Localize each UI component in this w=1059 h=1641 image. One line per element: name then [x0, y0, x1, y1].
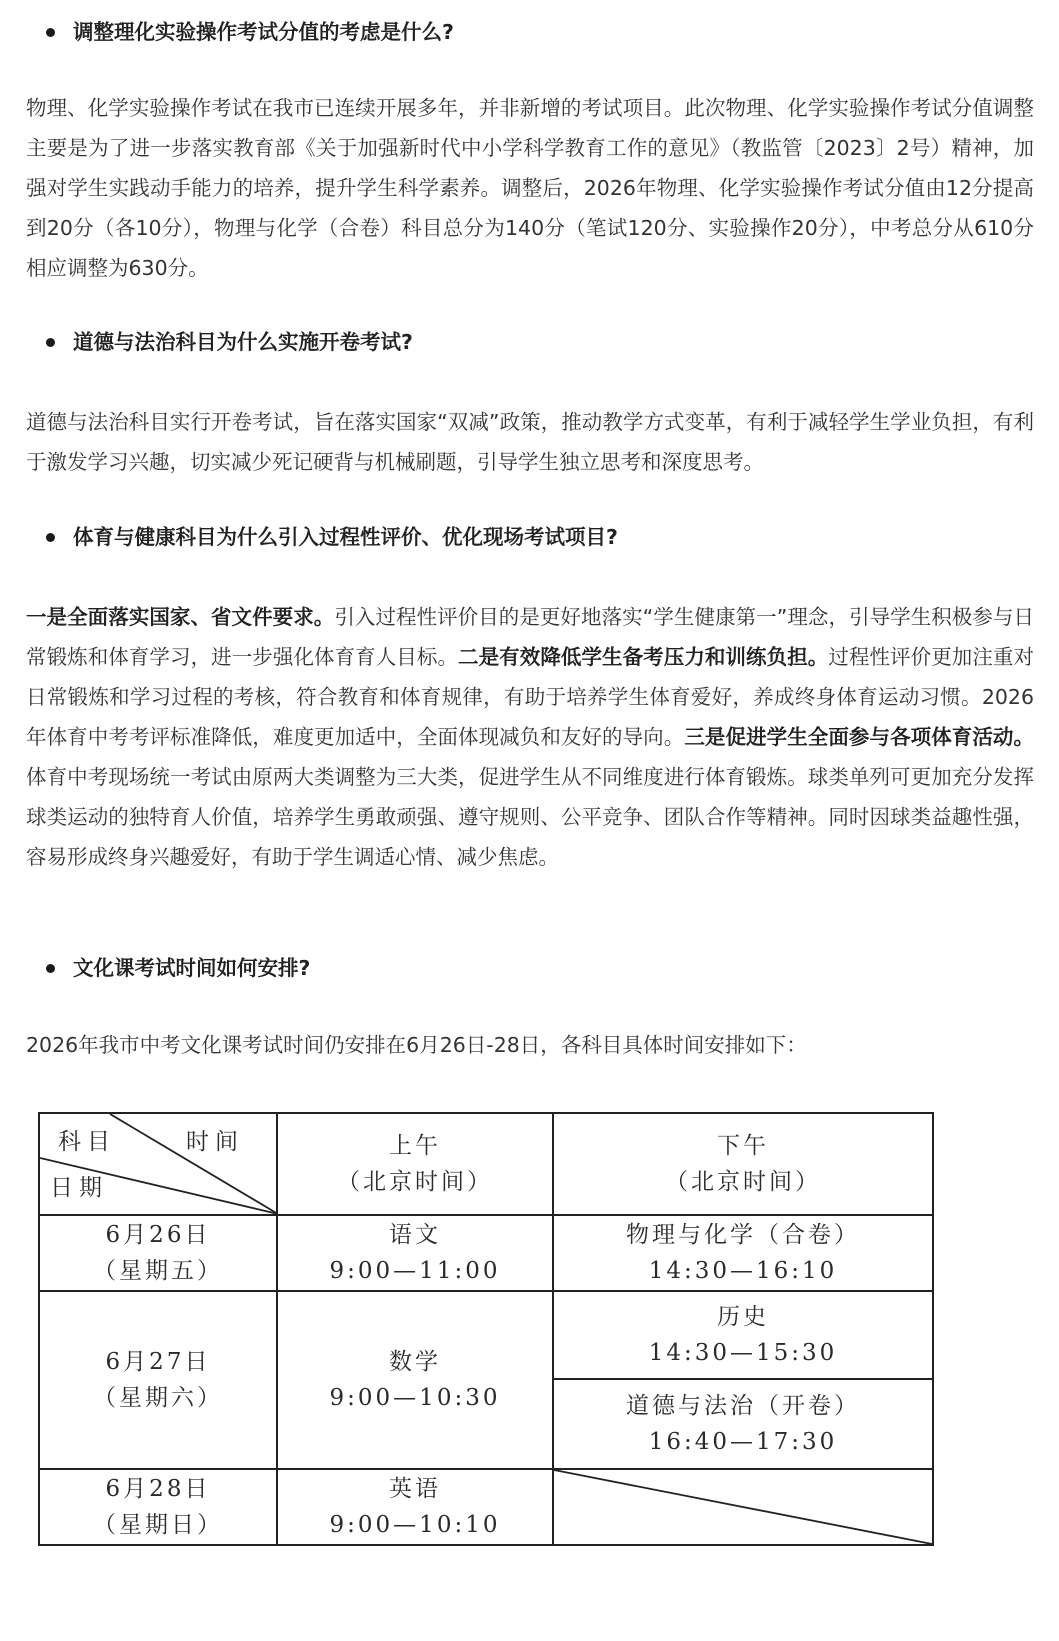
bullet-icon — [46, 964, 55, 973]
section-heading-exam-schedule — [26, 954, 310, 982]
bullet-icon — [46, 28, 55, 37]
date-cell — [39, 1215, 277, 1291]
morning-exam-cell — [277, 1291, 553, 1469]
morning-header-cell — [277, 1113, 553, 1215]
exam-subject: 语文 — [389, 1222, 441, 1248]
morning-header-note: （北京时间） — [337, 1169, 493, 1195]
point2-text: 过程性评价更加注重对日常锻炼和学习过程的考核，符合教育和体育规律，有助于培养学生体育爱好，养成终身体育运动习惯。2026年体育中考考评标准降低，难度更加适中，全面体现减负和友好的导向。 — [26, 645, 1034, 749]
point1-bold: 一是全面落实国家、省文件要求。 — [26, 605, 335, 629]
afternoon-header: 下午 — [717, 1133, 769, 1159]
exam-subject: 数学 — [389, 1349, 441, 1375]
weekday: （星期日） — [93, 1512, 223, 1538]
exam-subject: 英语 — [389, 1476, 441, 1502]
afternoon-exam-cell — [553, 1215, 933, 1291]
table-row — [39, 1215, 933, 1291]
table-row — [39, 1469, 933, 1545]
bullet-icon — [46, 338, 55, 347]
morning-header: 上午 — [389, 1133, 441, 1159]
point2-bold: 二是有效降低学生备考压力和训练负担。 — [458, 645, 829, 669]
diagonal-slash-icon — [554, 1470, 932, 1544]
point3-bold: 三是促进学生全面参与各项体育活动。 — [684, 725, 1035, 749]
section-heading-open-book — [26, 328, 413, 356]
corner-time-label: 时间 — [186, 1129, 244, 1155]
exam-subject: 道德与法治（开卷） — [626, 1393, 860, 1419]
afternoon-exam-cell — [553, 1379, 933, 1469]
paragraph-lab-score: 物理、化学实验操作考试在我市已连续开展多年，并非新增的考试项目。此次物理、化学实验操作考试分值调整主要是为了进一步落实教育部《关于加强新时代中小学科学教育工作的意见》（教监管〔2023〕2号）精神，加强对学生实践动手能力的培养，提升学生科学素养。调整后，2026年物理、化学实验操作考试分值由12分提高到20分（各10分），物理与化学（合卷）科目总分为140分（笔试120分、实验操作20分），中考总分从610分相应调整为630分。 — [26, 96, 1034, 280]
paragraph-open-book: 道德与法治科目实行开卷考试，旨在落实国家“双减”政策，推动教学方式变革，有利于减轻学生学业负担，有利于激发学习兴趣，切实减少死记硬背与机械刷题，引导学生独立思考和深度思考。 — [26, 410, 1034, 474]
heading-text: 文化课考试时间如何安排? — [73, 956, 311, 980]
date-cell — [39, 1469, 277, 1545]
afternoon-header-cell — [553, 1113, 933, 1215]
weekday: （星期五） — [93, 1258, 223, 1284]
afternoon-exam-cell — [553, 1291, 933, 1379]
date-cell — [39, 1291, 277, 1469]
exam-time: 9:00—10:10 — [329, 1512, 501, 1538]
section-heading-lab-score — [26, 18, 454, 46]
corner-header-cell — [39, 1113, 277, 1215]
date: 6月27日 — [105, 1349, 211, 1375]
exam-subject: 历史 — [717, 1304, 769, 1330]
morning-exam-cell — [277, 1469, 553, 1545]
exam-time: 9:00—11:00 — [329, 1258, 501, 1284]
paragraph-exam-schedule: 2026年我市中考文化课考试时间仍安排在6月26日-28日，各科目具体时间安排如下： — [26, 1033, 807, 1057]
heading-text: 体育与健康科目为什么引入过程性评价、优化现场考试项目? — [73, 525, 618, 549]
afternoon-header-note: （北京时间） — [665, 1169, 821, 1195]
heading-text: 道德与法治科目为什么实施开卷考试? — [73, 330, 413, 354]
exam-schedule-table — [38, 1112, 934, 1546]
weekday: （星期六） — [93, 1385, 223, 1411]
corner-diagonal — [40, 1114, 276, 1214]
paragraph-pe — [26, 597, 1034, 877]
point1-text: 引入过程性评价目的是更好地落实“学生健康第一”理念，引导学生积极参与日常锻炼和体育学习，进一步强化体育育人目标。 — [26, 605, 1034, 669]
point3-text: 体育中考现场统一考试由原两大类调整为三大类，促进学生从不同维度进行体育锻炼。球类单列可更加充分发挥球类运动的独特育人价值，培养学生勇敢顽强、遵守规则、公平竞争、团队合作等精神。同时因球类益趣性强，容易形成终身兴趣爱好，有助于学生调适心情、减少焦虑。 — [26, 765, 1034, 869]
empty-afternoon-cell — [553, 1469, 933, 1545]
exam-time: 16:40—17:30 — [648, 1429, 838, 1455]
date: 6月28日 — [105, 1476, 211, 1502]
morning-exam-cell — [277, 1215, 553, 1291]
date: 6月26日 — [105, 1222, 211, 1248]
corner-subject-label: 科目 — [58, 1129, 116, 1155]
corner-date-label: 日期 — [50, 1175, 108, 1201]
exam-subject: 物理与化学（合卷） — [626, 1222, 860, 1248]
exam-time: 9:00—10:30 — [329, 1385, 501, 1411]
exam-time: 14:30—15:30 — [648, 1340, 838, 1366]
exam-time: 14:30—16:10 — [648, 1258, 838, 1284]
bullet-icon — [46, 533, 55, 542]
section-heading-pe — [26, 523, 618, 551]
heading-text: 调整理化实验操作考试分值的考虑是什么? — [73, 20, 454, 44]
table-row — [39, 1291, 933, 1379]
table-header-row — [39, 1113, 933, 1215]
